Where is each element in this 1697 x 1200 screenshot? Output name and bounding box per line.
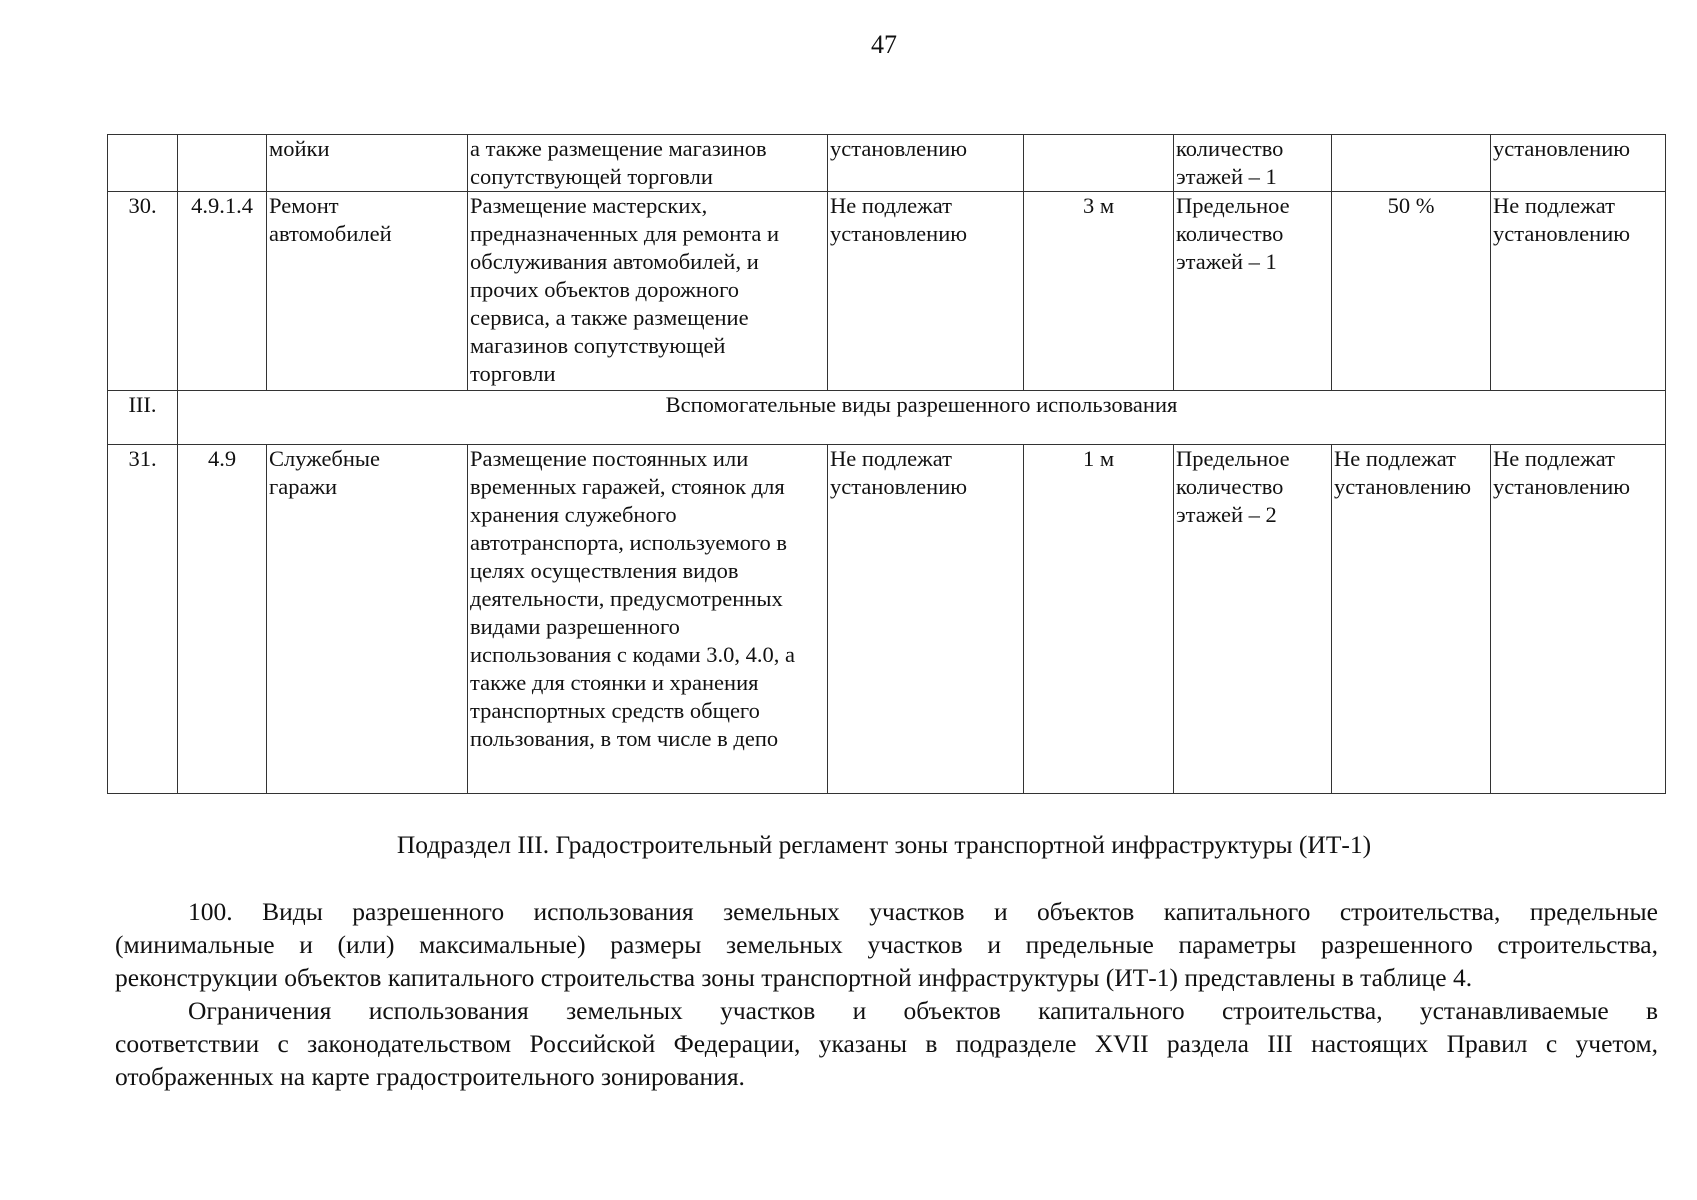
cell-line: Не подлежат (1493, 193, 1615, 218)
paragraph-line: (минимальные и (или) максимальные) размеры земельных участков и предельные параметры разрешенного строительства, (115, 930, 1658, 959)
cell-line: сопутствующей торговли (470, 164, 713, 189)
cell-c5 (828, 445, 1024, 794)
cell-line: временных гаражей, стоянок для (470, 474, 785, 499)
cell-line: Не подлежат (1334, 446, 1456, 471)
cell-line: прочих объектов дорожного (470, 277, 740, 302)
cell-code: 4.9.1.4 (178, 192, 267, 391)
paragraph-line: реконструкции объектов капитального строительства зоны транспортной инфраструктуры (ИТ-1) представлены в таблице 4. (115, 963, 1473, 992)
cell-line: установлению (830, 136, 968, 161)
cell-line: установлению (830, 221, 968, 246)
section-title: Вспомогательные виды разрешенного использования (178, 391, 1666, 445)
cell-line: этажей – 1 (1176, 249, 1277, 274)
cell-code (178, 135, 267, 192)
cell-c6: 1 м (1024, 445, 1174, 794)
cell-c9 (1491, 445, 1666, 794)
cell-line: целях осуществления видов (470, 558, 739, 583)
cell-description (468, 135, 828, 192)
regulation-table (107, 134, 1666, 794)
paragraph-restrictions (115, 994, 1658, 1093)
cell-num: III. (108, 391, 178, 445)
cell-line: количество (1176, 474, 1284, 499)
cell-c8 (1332, 445, 1491, 794)
cell-line: хранения служебного (470, 502, 677, 527)
cell-name (267, 135, 468, 192)
cell-c7 (1174, 135, 1332, 192)
cell-line: количество (1176, 136, 1284, 161)
cell-line: автотранспорта, используемого в (470, 530, 788, 555)
cell-line: Не подлежат (830, 446, 952, 471)
cell-num: 30. (108, 192, 178, 391)
cell-line: магазинов сопутствующей (470, 333, 726, 358)
table-row (108, 135, 1666, 192)
cell-line: Размещение постоянных или (470, 446, 749, 471)
cell-line: установлению (1493, 474, 1631, 499)
cell-line: торговли (470, 361, 556, 386)
cell-line: а также размещение магазинов (470, 136, 767, 161)
cell-line: Предельное (1176, 193, 1290, 218)
cell-code: 4.9 (178, 445, 267, 794)
cell-c7 (1174, 192, 1332, 391)
cell-c5 (828, 135, 1024, 192)
cell-c6 (1024, 135, 1174, 192)
table-row (108, 445, 1666, 794)
cell-line: пользования, в том числе в депо (470, 726, 779, 751)
cell-c8: 50 % (1332, 192, 1491, 391)
cell-description (468, 445, 828, 794)
page-number: 47 (871, 30, 897, 59)
paragraph-line: соответствии с законодательством Российской Федерации, указаны в подразделе XVII раздела III настоящих Правил с учетом, (115, 1029, 1658, 1058)
cell-line: установлению (830, 474, 968, 499)
paragraph-line: 100. Виды разрешенного использования земельных участков и объектов капитального строительства, предельные (188, 897, 1658, 926)
cell-c5 (828, 192, 1024, 391)
cell-line: Ремонт (269, 193, 339, 218)
cell-line: Служебные (269, 446, 381, 471)
cell-line: Предельное (1176, 446, 1290, 471)
paragraph-line: Ограничения использования земельных участков и объектов капитального строительства, устанавливаемые в (188, 996, 1658, 1025)
table-row (108, 192, 1666, 391)
cell-line: автомобилей (269, 221, 392, 246)
cell-name (267, 445, 468, 794)
cell-line: предназначенных для ремонта и (470, 221, 780, 246)
cell-line: этажей – 1 (1176, 164, 1277, 189)
subsection-title: Подраздел III. Градостроительный регламент зоны транспортной инфраструктуры (ИТ-1) (396, 830, 1372, 859)
paragraph-line: отображенных на карте градостроительного зонирования. (115, 1062, 745, 1091)
cell-description (468, 192, 828, 391)
cell-line: видами разрешенного (470, 614, 680, 639)
cell-line: деятельности, предусмотренных (470, 586, 783, 611)
cell-line: мойки (269, 136, 330, 161)
cell-line: Размещение мастерских, (470, 193, 708, 218)
cell-line: установлению (1493, 221, 1631, 246)
cell-name (267, 192, 468, 391)
cell-line: установлению (1493, 136, 1631, 161)
cell-c6: 3 м (1024, 192, 1174, 391)
cell-c8 (1332, 135, 1491, 192)
cell-c9 (1491, 192, 1666, 391)
table-section-row (108, 391, 1666, 445)
cell-line: также для стоянки и хранения (470, 670, 759, 695)
cell-line: сервиса, а также размещение (470, 305, 749, 330)
cell-line: гаражи (269, 474, 338, 499)
cell-line: обслуживания автомобилей, и (470, 249, 759, 274)
cell-line: количество (1176, 221, 1284, 246)
cell-c9 (1491, 135, 1666, 192)
cell-line: Не подлежат (1493, 446, 1615, 471)
cell-num (108, 135, 178, 192)
cell-line: транспортных средств общего (470, 698, 760, 723)
cell-line: использования с кодами 3.0, 4.0, а (470, 642, 795, 667)
cell-line: Не подлежат (830, 193, 952, 218)
cell-c7 (1174, 445, 1332, 794)
cell-line: установлению (1334, 474, 1472, 499)
paragraph-100 (115, 895, 1658, 994)
cell-num: 31. (108, 445, 178, 794)
cell-line: этажей – 2 (1176, 502, 1277, 527)
